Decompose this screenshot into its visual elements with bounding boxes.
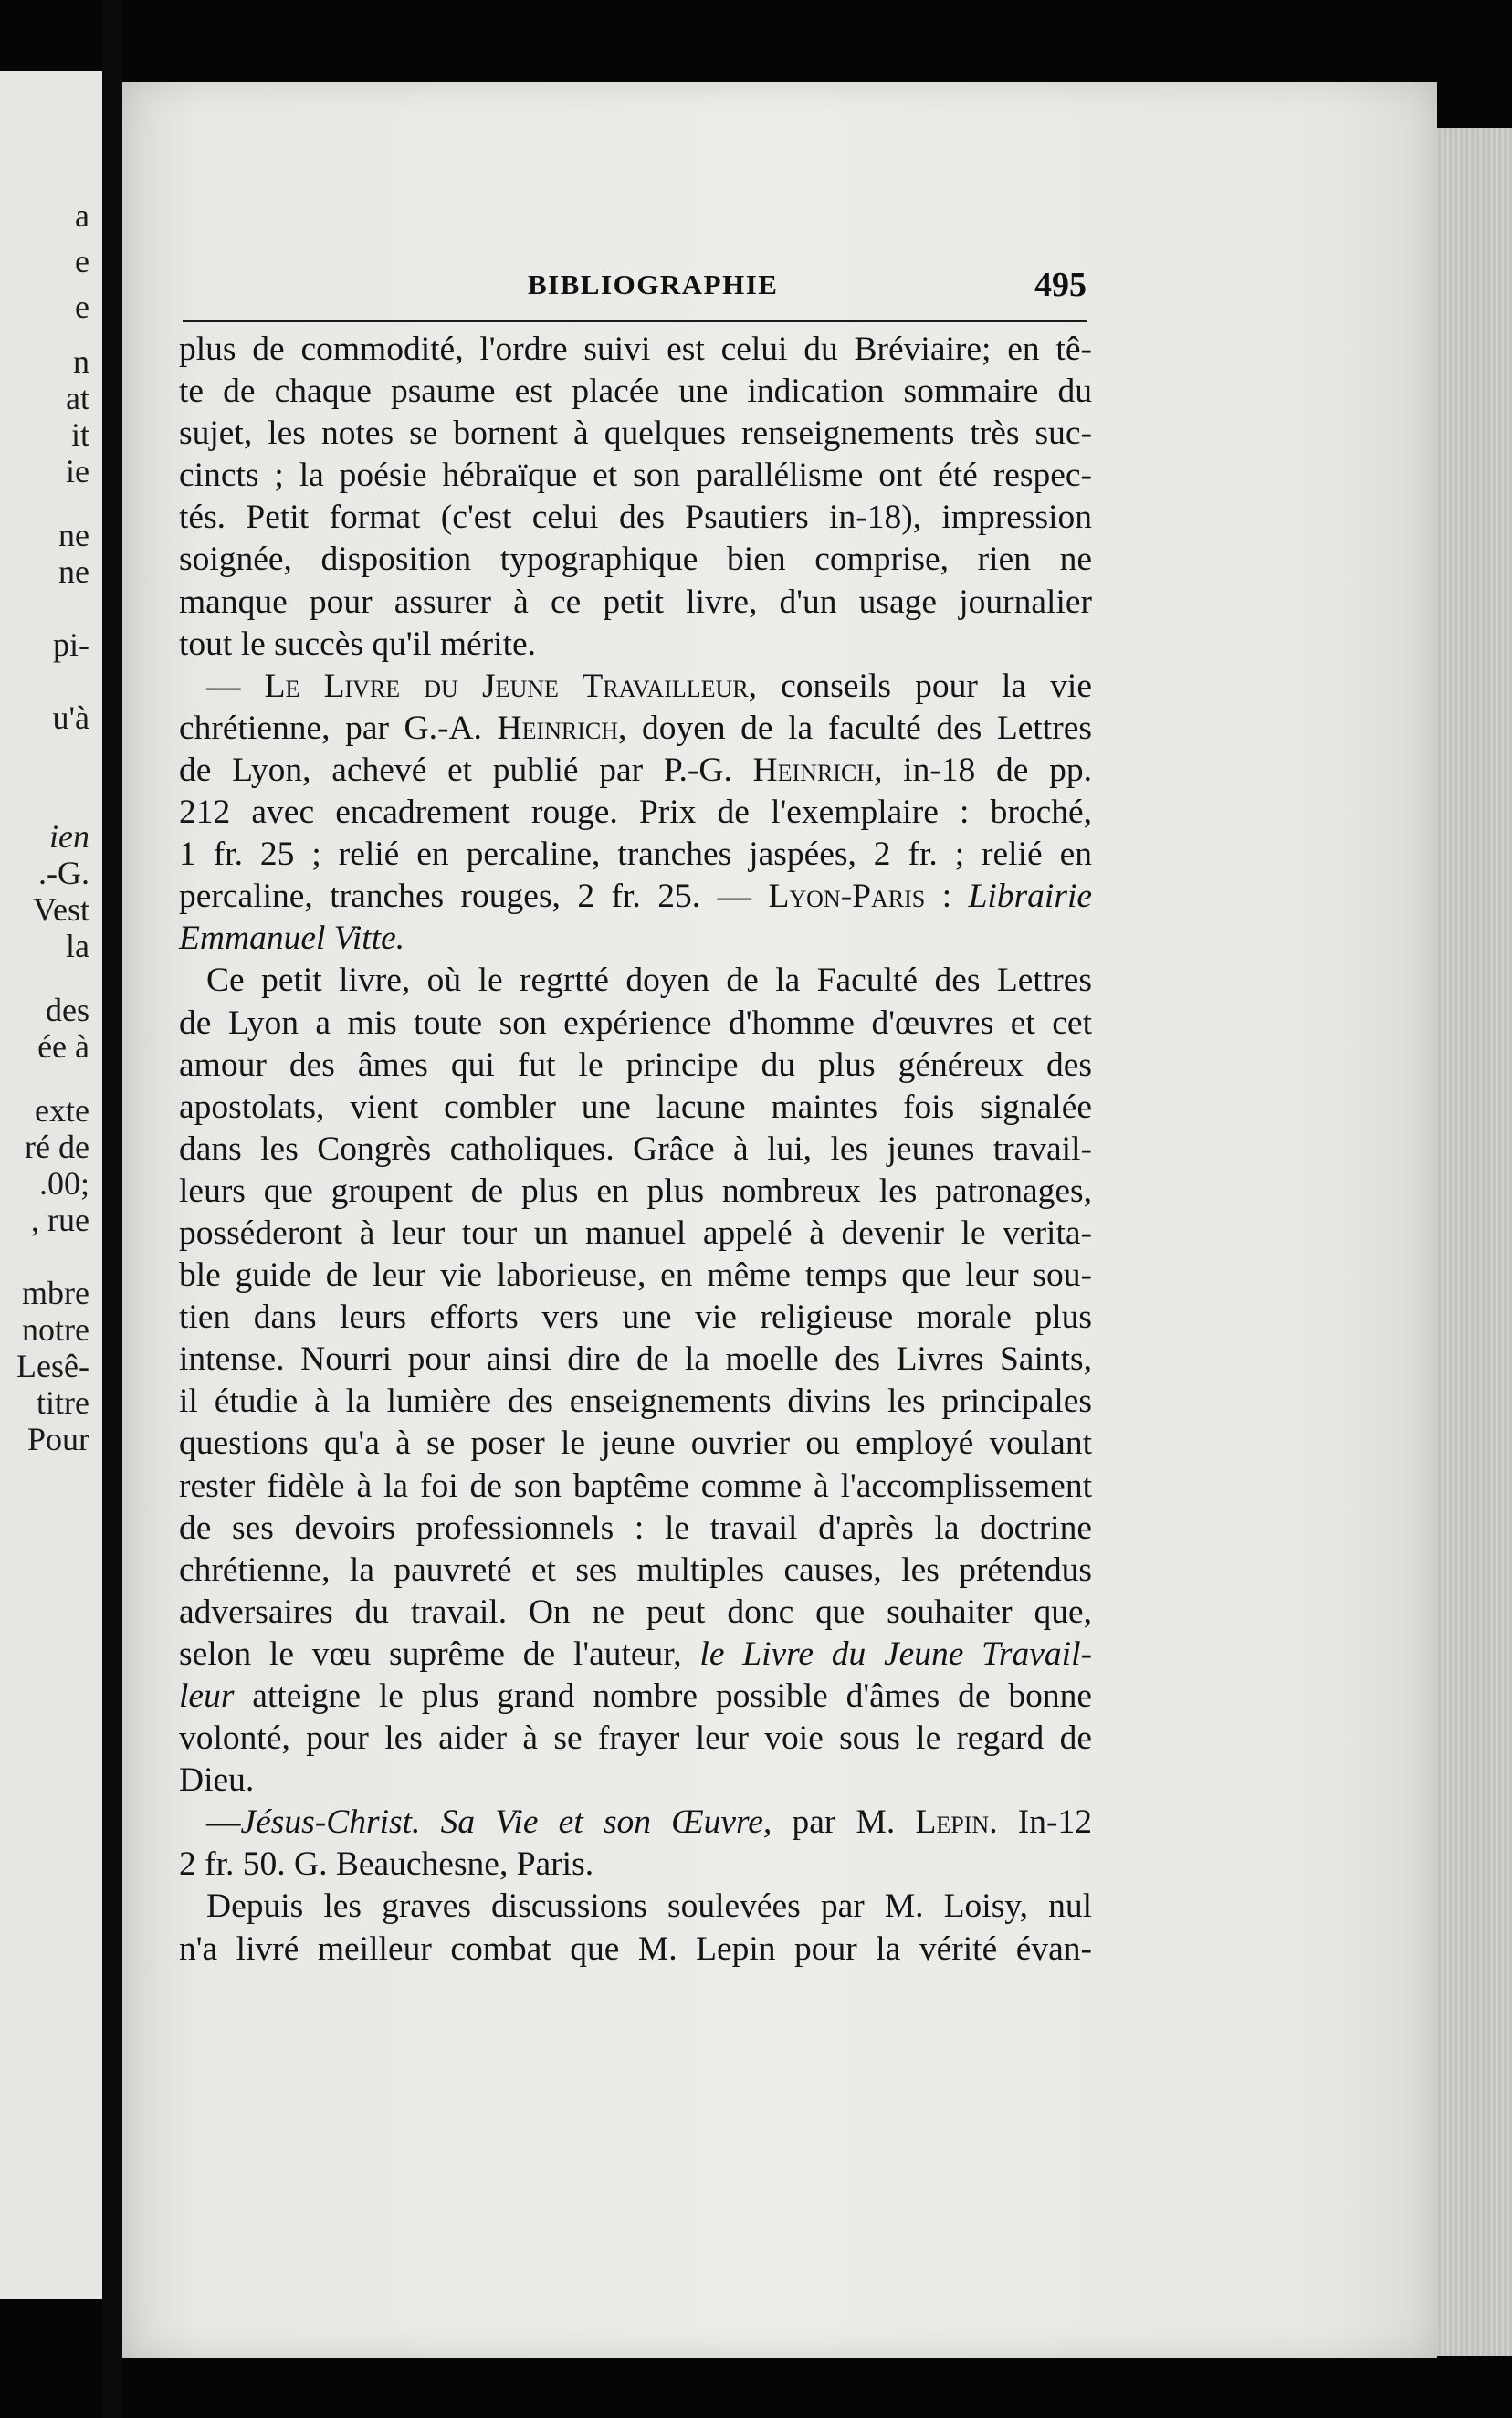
left-page-line: .00; <box>38 1165 89 1202</box>
text-line: volonté, pour les aider à se frayer leur voie sous le regard de <box>179 1719 1092 1758</box>
left-page-line: .-G. <box>38 855 89 891</box>
text-line: cincts ; la poésie hébraïque et son parallélisme ont été respec- <box>179 457 1092 495</box>
running-header <box>183 267 1087 312</box>
left-page-line: Vest <box>33 891 89 928</box>
left-page-line: Pour <box>26 1421 89 1457</box>
running-title: BIBLIOGRAPHIE <box>528 268 779 300</box>
author-name: Lepin <box>915 1803 990 1842</box>
text-line: amour des âmes qui fut le principe du plus généreux des <box>179 1046 1092 1084</box>
book-entry-line: 2 fr. 50. G. Beauchesne, Paris. <box>179 1845 594 1884</box>
text-line: plus de commodité, l'ordre suivi est celui du Bréviaire; en tê- <box>179 331 1092 368</box>
text-line: posséderont à leur tour un manuel appelé à devenir le verita- <box>179 1214 1092 1252</box>
left-page-line: pi- <box>53 626 89 663</box>
book-title: Jésus-Christ. Sa Vie et son Œuvre, <box>240 1803 772 1842</box>
book-gutter <box>102 0 122 2418</box>
book-entry-line: — Le Livre du Jeune Travailleur, conseils pour la vie <box>206 667 1092 705</box>
text-line: sujet, les notes se bornent à quelques renseignements très suc- <box>179 415 1092 453</box>
publisher-name: Librairie <box>968 878 1093 916</box>
text-line: tout le succès qu'il mérite. <box>179 625 537 663</box>
text-line: de Lyon a mis toute son expérience d'homme d'œuvres et cet <box>179 1004 1092 1042</box>
left-page-line: exte <box>35 1092 89 1129</box>
text-line: il étudie à la lumière des enseignements divins les principales <box>179 1382 1092 1421</box>
left-page-line: ie <box>66 453 89 489</box>
left-page-line: ne <box>58 517 89 553</box>
book-title-italic: le Livre du Jeune Travail- <box>699 1635 1092 1673</box>
left-page-line: e <box>75 243 89 279</box>
page-stack-edge <box>1437 128 1512 2356</box>
book-entry-line: 1 fr. 25 ; relié en percaline, tranches jaspées, 2 fr. ; relié en <box>179 836 1092 874</box>
left-page-line: Lesê- <box>16 1348 89 1384</box>
left-page-line: it <box>70 416 89 453</box>
book-entry-line: chrétienne, par G.-A. Heinrich, doyen de la faculté des Lettres <box>179 709 1092 747</box>
left-page-line: , rue <box>31 1202 89 1238</box>
place-name: Lyon-Paris <box>768 878 926 916</box>
text-line: ble guide de leur vie laborieuse, en même temps que leur sou- <box>179 1256 1092 1295</box>
author-name: Heinrich <box>497 709 619 747</box>
text-line: leurs que groupent de plus en plus nombreux les patronages, <box>179 1172 1092 1210</box>
book-entry-line: —Jésus-Christ. Sa Vie et son Œuvre, par M. Lepin. In-12 <box>206 1803 1092 1842</box>
author-name: Heinrich <box>752 751 875 789</box>
text-line: Depuis les graves discussions soulevées par M. Loisy, nul <box>206 1887 1092 1926</box>
left-page-line: a <box>75 197 89 234</box>
header-rule <box>183 320 1087 322</box>
text-line: chrétienne, la pauvreté et ses multiples causes, les prétendus <box>179 1551 1092 1589</box>
text-line: rester fidèle à la foi de son baptême comme à l'accomplissement <box>179 1467 1092 1505</box>
left-page-line: ée à <box>37 1028 89 1065</box>
publisher-name: Emmanuel Vitte. <box>179 920 405 958</box>
left-page-line: ré de <box>25 1129 89 1165</box>
text-line: Ce petit livre, où le regrtté doyen de la Faculté des Lettres <box>206 962 1092 1000</box>
text-line: questions qu'a à se poser le jeune ouvrier ou employé voulant <box>179 1425 1092 1463</box>
book-entry-line: percaline, tranches rouges, 2 fr. 25. — Lyon-Paris : Librairie <box>179 878 1093 916</box>
left-page-line: notre <box>22 1311 89 1348</box>
left-page-line: at <box>66 380 89 416</box>
left-page-line: e <box>75 289 89 325</box>
page-number: 495 <box>1034 266 1087 304</box>
text-line: dans les Congrès catholiques. Grâce à lui, les jeunes travail- <box>179 1130 1092 1168</box>
left-page-line: ien <box>49 818 89 855</box>
text-line: tien dans leurs efforts vers une vie religieuse morale plus <box>179 1298 1092 1337</box>
text-line: selon le vœu suprême de l'auteur, le Livre du Jeune Travail- <box>179 1635 1092 1673</box>
text-line: n'a livré meilleur combat que M. Lepin pour la vérité évan- <box>179 1929 1092 1968</box>
book-entry-line: de Lyon, achevé et publié par P.-G. Heinrich, in-18 de pp. <box>179 751 1092 789</box>
left-page-line: mbre <box>22 1275 89 1311</box>
book-entry-line: 212 avec encadrement rouge. Prix de l'exemplaire : broché, <box>179 794 1092 832</box>
text-line: soignée, disposition typographique bien comprise, rien ne <box>179 541 1092 579</box>
left-page-line: u'à <box>52 699 89 736</box>
text-line: adversaires du travail. On ne peut donc que souhaiter que, <box>179 1593 1092 1631</box>
book-title: Le Livre du Jeune Travailleur <box>264 667 749 705</box>
text-line: apostolats, vient combler une lacune maintes fois signalée <box>179 1088 1092 1126</box>
text-line: tés. Petit format (c'est celui des Psautiers in-18), impression <box>179 499 1092 537</box>
left-page-line: titre <box>37 1384 89 1421</box>
text-line: de ses devoirs professionnels : le travail d'après la doctrine <box>179 1509 1092 1547</box>
text-line: intense. Nourri pour ainsi dire de la moelle des Livres Saints, <box>179 1340 1092 1379</box>
text-line: manque pour assurer à ce petit livre, d'un usage journalier <box>179 583 1092 621</box>
left-page-line: ne <box>58 553 89 590</box>
text-line: Dieu. <box>179 1761 255 1800</box>
body-text <box>179 329 1092 1971</box>
text-line: te de chaque psaume est placée une indication sommaire du <box>179 373 1092 411</box>
left-page-line: des <box>46 992 89 1028</box>
left-page-line: la <box>66 928 89 964</box>
previous-page-fragment <box>0 71 102 2299</box>
book-title-italic: leur <box>179 1677 235 1715</box>
left-page-line: n <box>73 343 89 380</box>
text-line: leur atteigne le plus grand nombre possible d'âmes de bonne <box>179 1677 1092 1715</box>
